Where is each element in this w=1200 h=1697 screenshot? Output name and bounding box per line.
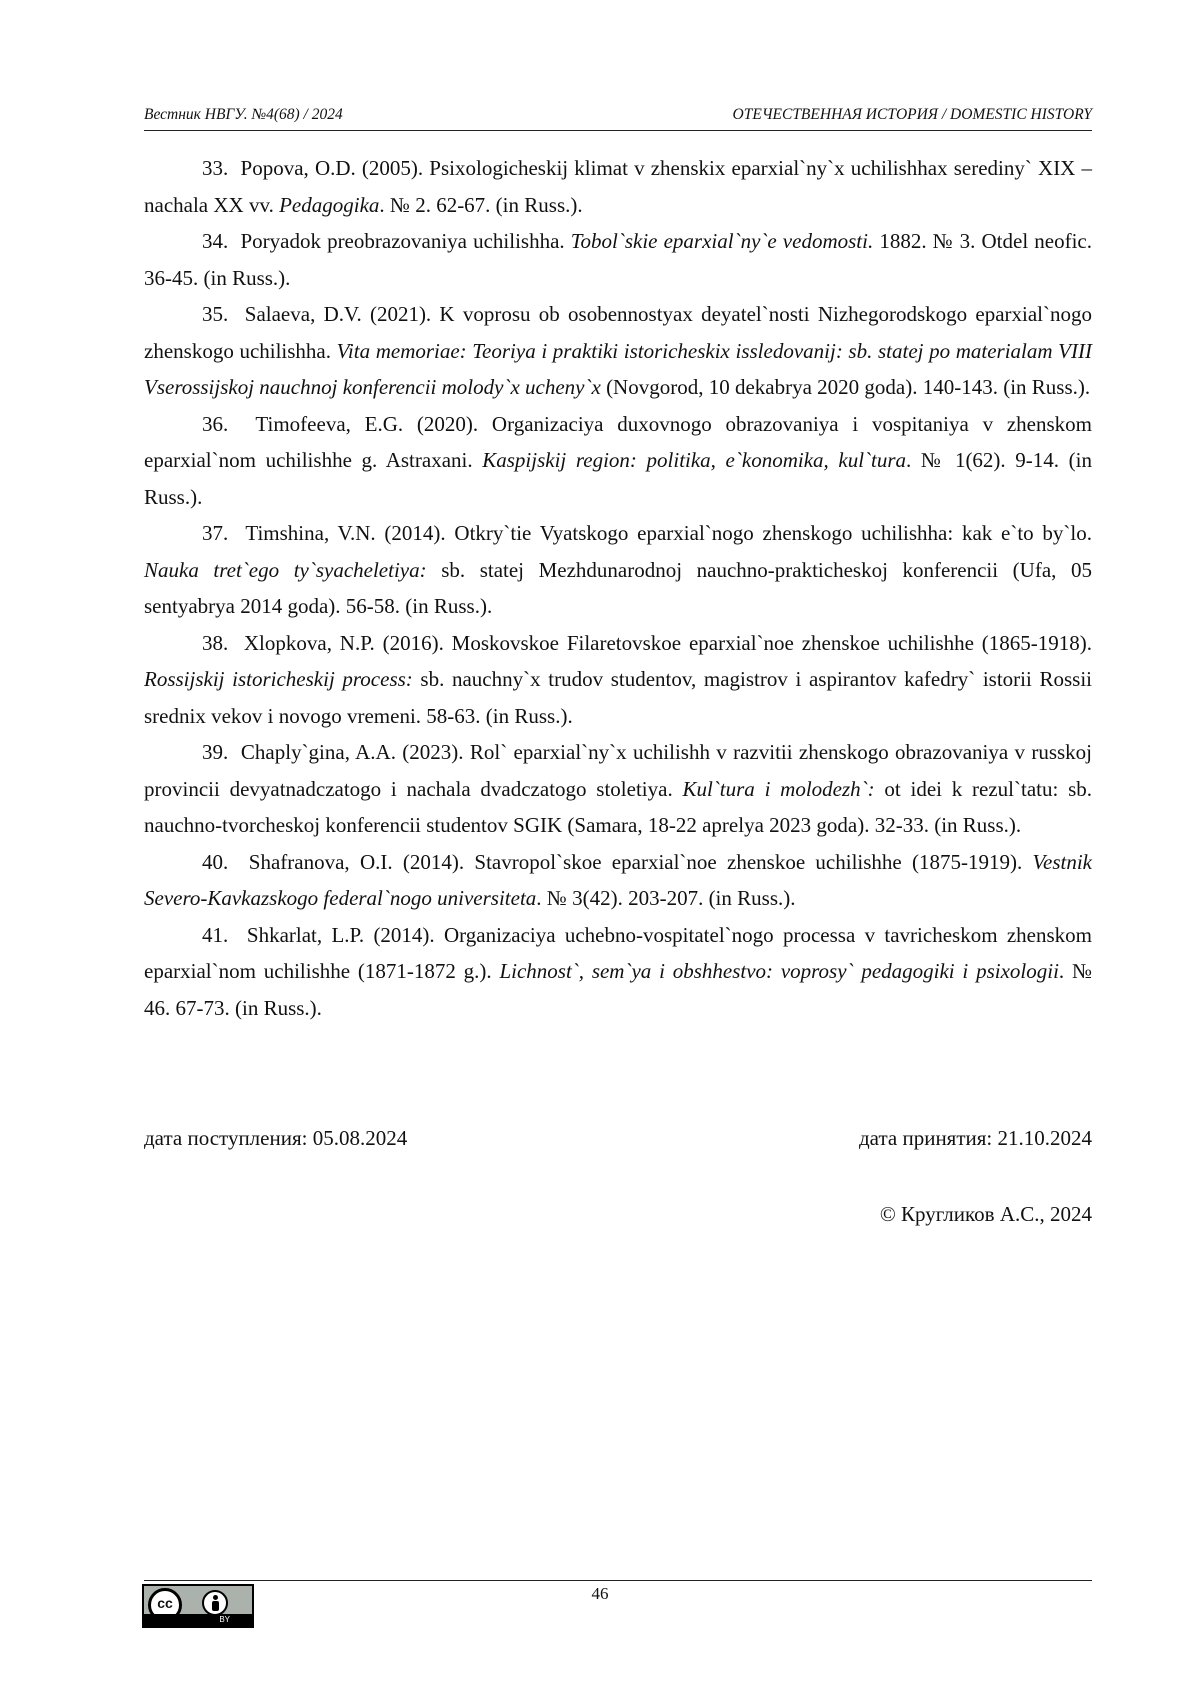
attribution-person-icon (202, 1590, 228, 1616)
copyright-notice: © Кругликов А.С., 2024 (879, 1202, 1092, 1226)
running-header (144, 104, 1092, 131)
reference-item (144, 625, 1092, 735)
reference-text: Timshina, V.N. (2014). Otkry`tie Vyatskogo eparxial`nogo zhenskogo uchilishha: kak e`to by`lo. (245, 521, 1092, 545)
reference-details: (Novgorod, 10 dekabrya 2020 goda). 140-143. (in Russ.). (600, 375, 1091, 399)
cc-icon-text: cc (157, 1595, 173, 1611)
reference-source-title: Nauka tret`ego ty`syacheletiya: (144, 557, 427, 582)
journal-title: Вестник НВГУ. №4(68) / 2024 (144, 106, 343, 123)
accepted-date: дата принятия: 21.10.2024 (859, 1126, 1092, 1150)
reference-text: Poryadok preobrazovaniya uchilishha. (240, 229, 571, 253)
page-number: 46 (591, 1584, 609, 1603)
submission-dates (144, 1126, 1092, 1158)
reference-item (144, 734, 1092, 844)
reference-text: Xlopkova, N.P. (2016). Moskovskoe Filaretovskoe eparxial`noe zhenskoe uchilishhe (1865-1918). (243, 630, 1093, 655)
reference-source-title: Vita memoriae: Teoriya i praktiki istoricheskix issledovanij: sb. statej po materialam VIII Vserossijskoj nauchnoj konferencii molody`x ucheny`x (144, 338, 1092, 399)
reference-source-title: Tobol`skie eparxial`ny`e vedomosti. (570, 229, 874, 253)
reference-number: 40. (202, 849, 229, 874)
reference-details: sb. nauchny`x trudov studentov, magistrov i aspirantov kafedry` istorii Rossii srednix vekov i novogo vremeni. 58-63. (in Russ.). (144, 667, 1092, 728)
reference-source-title: Kul`tura i molodezh`: (682, 776, 875, 801)
reference-number: 33. (202, 156, 229, 180)
reference-details: 1882. № 3. Otdel neofic. 36-45. (in Russ.). (144, 229, 1092, 290)
reference-item (144, 917, 1092, 1027)
reference-source-title: Lichnost`, sem`ya i obshhestvo: voprosy` pedagogiki i psixologii (499, 959, 1059, 983)
cc-by-license-icon (142, 1584, 254, 1628)
reference-list (144, 150, 1092, 1026)
reference-number: 41. (202, 922, 229, 947)
reference-number: 36. (202, 411, 229, 436)
reference-item (144, 406, 1092, 516)
reference-text: Timofeeva, E.G. (2020). Organizaciya duxovnogo obrazovaniya i vospitaniya v zhenskom eparxial`nom uchilishhe g. Astraxani. (144, 411, 1092, 472)
reference-details: . № 2. 62-67. (in Russ.). (379, 192, 583, 217)
reference-number: 37. (202, 521, 229, 545)
reference-source-title: Pedagogika (279, 192, 380, 217)
reference-text: Chaply`gina, A.A. (2023). Rol` eparxial`ny`x uchilishh v razvitii zhenskogo obrazovaniya v russkoj provincii devyatnadczatogo i nachala dvadczatogo stoletiya. (144, 740, 1092, 801)
reference-text: Shkarlat, L.P. (2014). Organizaciya uchebno-vospitatel`nogo processa v tavricheskom zhenskom eparxial`nom uchilishhe (1871-1872 g.). (144, 922, 1093, 983)
by-label: BY (219, 1615, 230, 1624)
reference-number: 34. (202, 229, 229, 253)
reference-details: sb. statej Mezhdunarodnoj nauchno-prakticheskoj konferencii (Ufa, 05 sentyabrya 2014 goda). 56-58. (in Russ.). (144, 557, 1092, 618)
reference-text: Salaeva, D.V. (2021). K voprosu ob osobennostyax deyatel`nosti Nizhegorodskogo eparxial`nogo zhenskogo uchilishha. (144, 302, 1093, 363)
reference-details: . № 46. 67-73. (in Russ.). (144, 959, 1092, 1020)
reference-details: . № 1(62). 9-14. (in Russ.). (144, 448, 1092, 509)
reference-text: Shafranova, O.I. (2014). Stavropol`skoe eparxial`noe zhenskoe uchilishhe (1875-1919). (248, 849, 1033, 874)
reference-item (144, 296, 1092, 406)
reference-source-title: Vestnik Severo-Kavkazskogo federal`nogo universiteta (144, 849, 1092, 910)
reference-text: Popova, O.D. (2005). Psixologicheskij klimat v zhenskix eparxial`ny`x uchilishhax seredinу` XIX – nachala XX vv. (144, 156, 1092, 217)
reference-number: 38. (202, 630, 229, 655)
reference-number: 35. (202, 302, 229, 326)
received-date: дата поступления: 05.08.2024 (144, 1126, 408, 1150)
reference-item (144, 150, 1092, 223)
section-title: ОТЕЧЕСТВЕННАЯ ИСТОРИЯ / DOMESTIC HISTORY (732, 106, 1092, 123)
reference-item (144, 223, 1092, 296)
footer-divider (144, 1580, 1092, 1581)
reference-source-title: Kaspijskij region: politika, e`konomika, kul`tura (482, 448, 907, 472)
reference-details: ot idei k rezul`tatu: sb. nauchno-tvorcheskoj konferencii studentov SGIK (Samara, 18-22 aprelya 2023 goda). 32-33. (in Russ.). (144, 776, 1092, 837)
reference-item (144, 515, 1092, 625)
reference-details: . № 3(42). 203-207. (in Russ.). (536, 886, 796, 910)
reference-source-title: Rossijskij istoricheskij process: (144, 667, 413, 691)
reference-item (144, 844, 1092, 917)
reference-number: 39. (202, 740, 229, 764)
